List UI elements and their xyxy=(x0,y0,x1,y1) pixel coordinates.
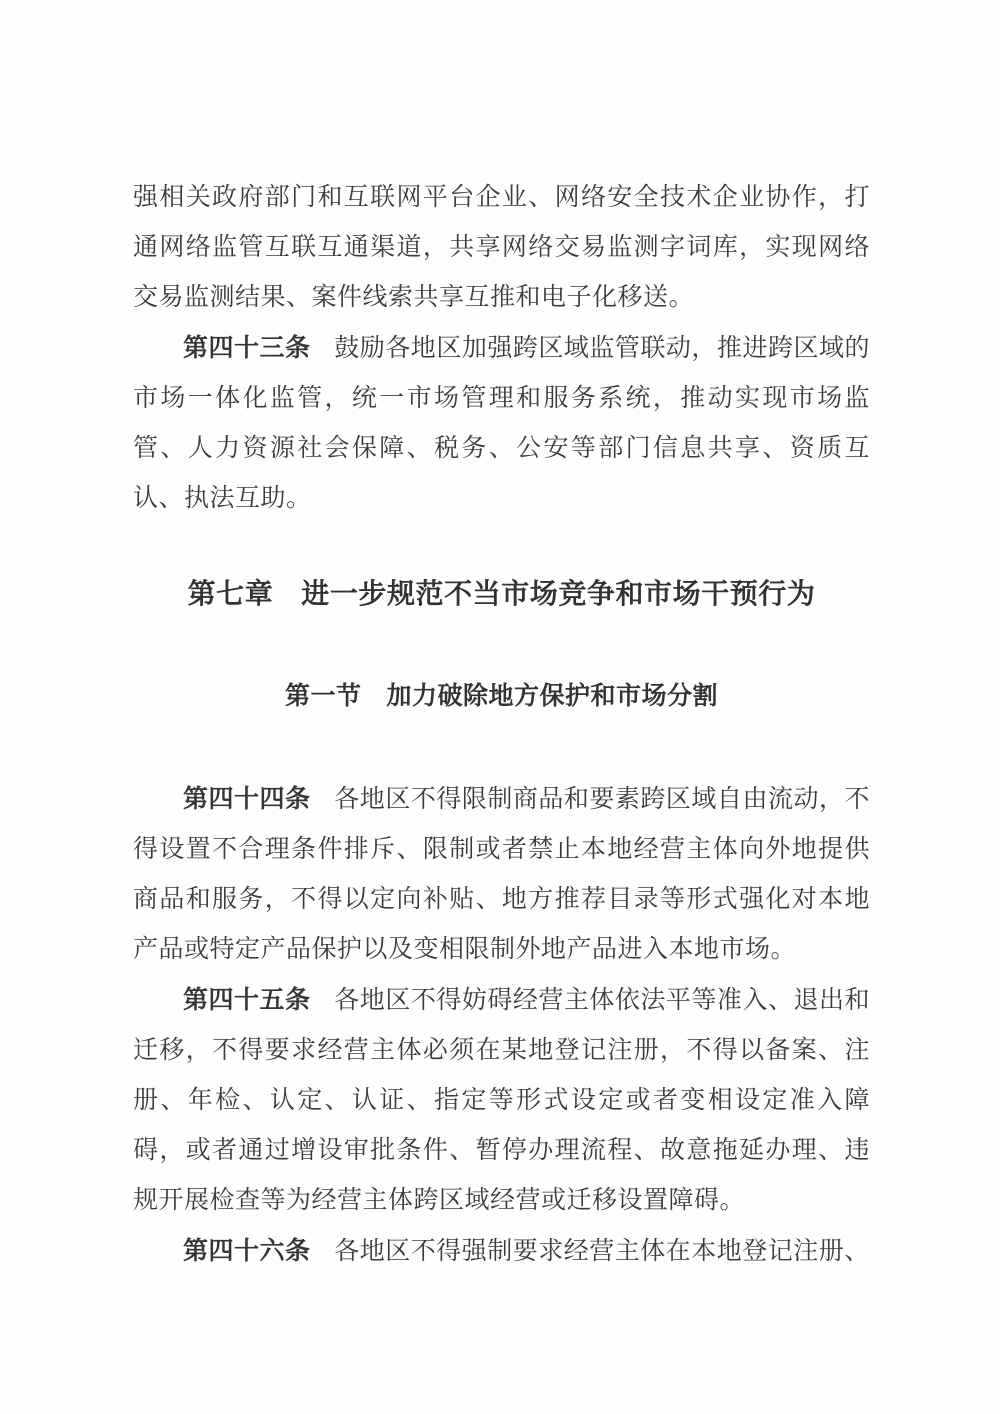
paragraph-continuation: 强相关政府部门和互联网平台企业、网络安全技术企业协作，打通网络监管互联互通渠道，共享网络交易监测字词库，实现网络交易监测结果、案件线索共享互推和电子化移送。 xyxy=(133,184,870,311)
article-43-text: 鼓励各地区加强跨区域监管联动，推进跨区域的市场一体化监管，统一市场管理和服务系统，推动实现市场监管、人力资源社会保障、税务、公安等部门信息共享、资质互认、执法互助。 xyxy=(133,335,870,512)
section-title: 加力破除地方保护和市场分割 xyxy=(386,682,719,710)
article-46-number: 第四十六条 xyxy=(183,1237,311,1265)
chapter-label: 第七章 xyxy=(187,579,274,610)
paragraph-article-45 xyxy=(133,975,870,1226)
article-43-number: 第四十三条 xyxy=(183,334,311,362)
paragraph-article-46 xyxy=(133,1226,870,1277)
article-46-text: 各地区不得强制要求经营主体在本地登记注册、 xyxy=(334,1238,870,1265)
section-label: 第一节 xyxy=(284,682,362,710)
chapter-7-heading xyxy=(133,570,870,620)
article-45-number: 第四十五条 xyxy=(183,986,311,1014)
article-44-number: 第四十四条 xyxy=(183,785,311,813)
paragraph-article-43 xyxy=(133,323,870,524)
article-45-text: 各地区不得妨碍经营主体依法平等准入、退出和迁移，不得要求经营主体必须在某地登记注册，不得以备案、注册、年检、认定、认证、指定等形式设定或者变相设定准入障碍，或者通过增设审批条件、暂停办理流程、故意拖延办理、违规开展检查等为经营主体跨区域经营或迁移设置障碍。 xyxy=(133,987,870,1214)
chapter-title: 进一步规范不当市场竞争和市场干预行为 xyxy=(301,579,816,610)
article-44-text: 各地区不得限制商品和要素跨区域自由流动，不得设置不合理条件排斥、限制或者禁止本地经营主体向外地提供商品和服务，不得以定向补贴、地方推荐目录等形式强化对本地产品或特定产品保护以及变相限制外地产品进入本地市场。 xyxy=(133,786,870,963)
paragraph-article-44 xyxy=(133,774,870,975)
section-1-heading xyxy=(133,671,870,721)
